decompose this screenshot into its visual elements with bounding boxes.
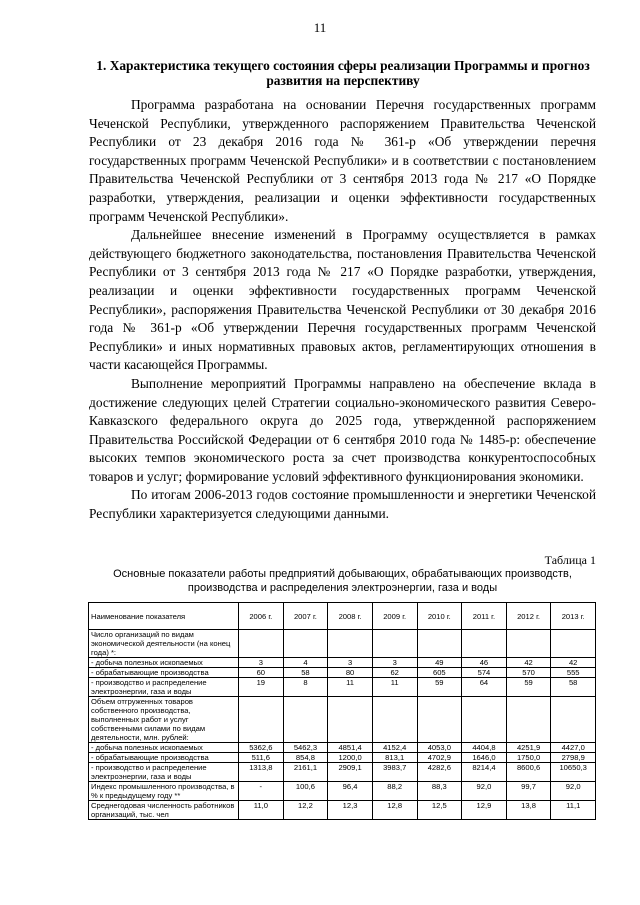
column-header: 2006 г.: [239, 603, 284, 630]
value-cell: [283, 697, 328, 743]
value-cell: [283, 630, 328, 658]
indicators-table: [88, 602, 596, 820]
value-cell: 62: [372, 668, 417, 678]
column-header: 2012 г.: [506, 603, 551, 630]
value-cell: 64: [462, 678, 507, 697]
value-cell: 574: [462, 668, 507, 678]
value-cell: 12,5: [417, 801, 462, 820]
column-header: 2010 г.: [417, 603, 462, 630]
table-body: [89, 630, 596, 820]
page-number: 11: [313, 20, 327, 35]
table-row: [89, 801, 596, 820]
value-cell: [506, 630, 551, 658]
indicator-name-cell: - добыча полезных ископаемых: [89, 658, 239, 668]
value-cell: 12,9: [462, 801, 507, 820]
value-cell: 1200,0: [328, 753, 373, 763]
table-row: [89, 763, 596, 782]
indicator-name-cell: Число организаций по видам экономической деятельности (на конец года) *:: [89, 630, 239, 658]
indicator-name-cell: Среднегодовая численность работников организаций, тыс. чел: [89, 801, 239, 820]
value-cell: [417, 697, 462, 743]
value-cell: 570: [506, 668, 551, 678]
value-cell: [551, 630, 596, 658]
value-cell: 8600,6: [506, 763, 551, 782]
indicator-name-cell: - обрабатывающие производства: [89, 753, 239, 763]
value-cell: 3: [372, 658, 417, 668]
value-cell: 4404,8: [462, 743, 507, 753]
indicator-name-cell: - обрабатывающие производства: [89, 668, 239, 678]
value-cell: 11,0: [239, 801, 284, 820]
table-row: [89, 697, 596, 743]
column-header: 2011 г.: [462, 603, 507, 630]
paragraph: Выполнение мероприятий Программы направлено на обеспечение вклада в достижение следующих целей Стратегии социально-экономического развития Северо-Кавказского федерального округа до 2025 года, утвержденной распоряжением Правительства Российской Федерации от 6 сентября 2010 года № 1485-р: обеспечение высоких темпов экономического роста за счет производства конкурентоспособных товаров и услуг; формирование условий эффективного функционирования экономики.: [89, 375, 596, 484]
indicator-name-cell: Объем отгруженных товаров собственного производства, выполненных работ и услуг собственными силами по видам деятельности, млн. рублей:: [89, 697, 239, 743]
value-cell: 3: [239, 658, 284, 668]
value-cell: 88,2: [372, 782, 417, 801]
value-cell: [239, 630, 284, 658]
value-cell: [506, 697, 551, 743]
value-cell: 2161,1: [283, 763, 328, 782]
value-cell: 42: [551, 658, 596, 668]
value-cell: 99,7: [506, 782, 551, 801]
column-header: 2007 г.: [283, 603, 328, 630]
value-cell: [462, 697, 507, 743]
table-row: [89, 782, 596, 801]
table-row: [89, 743, 596, 753]
indicator-name-cell: - добыча полезных ископаемых: [89, 743, 239, 753]
value-cell: 813,1: [372, 753, 417, 763]
value-cell: 12,2: [283, 801, 328, 820]
table-row: [89, 678, 596, 697]
value-cell: 58: [283, 668, 328, 678]
value-cell: 8: [283, 678, 328, 697]
paragraph: Программа разработана на основании Перечня государственных программ Чеченской Республики, утвержденного распоряжением Правительства Чеченской Республики от 23 декабря 2016 года № 361-р «Об утверждении перечня государственных программ Чеченской Республики» и в соответствии с постановлением Правительства Чеченской Республики от 3 сентября 2013 года № 217 «О Порядке разработки, утверждения, реализации и оценки эффективности государственных программ Чеченской Республики».: [89, 97, 596, 224]
value-cell: 854,8: [283, 753, 328, 763]
value-cell: [417, 630, 462, 658]
value-cell: 19: [239, 678, 284, 697]
value-cell: 605: [417, 668, 462, 678]
column-header: 2013 г.: [551, 603, 596, 630]
value-cell: 3983,7: [372, 763, 417, 782]
value-cell: 92,0: [462, 782, 507, 801]
value-cell: 80: [328, 668, 373, 678]
value-cell: 4282,6: [417, 763, 462, 782]
value-cell: 59: [506, 678, 551, 697]
value-cell: 92,0: [551, 782, 596, 801]
value-cell: 12,3: [328, 801, 373, 820]
table-header-row: [89, 603, 596, 630]
table-label: Таблица 1: [544, 553, 596, 567]
value-cell: 59: [417, 678, 462, 697]
value-cell: 60: [239, 668, 284, 678]
value-cell: 88,3: [417, 782, 462, 801]
column-header: Наименование показателя: [89, 603, 239, 630]
value-cell: 1646,0: [462, 753, 507, 763]
indicator-name-cell: - производство и распределение электроэнергии, газа и воды: [89, 763, 239, 782]
value-cell: 10650,3: [551, 763, 596, 782]
value-cell: [372, 697, 417, 743]
value-cell: [462, 630, 507, 658]
value-cell: [239, 697, 284, 743]
value-cell: 4251,9: [506, 743, 551, 753]
value-cell: 8214,4: [462, 763, 507, 782]
value-cell: 4851,4: [328, 743, 373, 753]
table-row: [89, 658, 596, 668]
table-row: [89, 753, 596, 763]
value-cell: 4427,0: [551, 743, 596, 753]
value-cell: 5362,6: [239, 743, 284, 753]
value-cell: [328, 697, 373, 743]
column-header: 2009 г.: [372, 603, 417, 630]
table-caption: Основные показатели работы предприятий добывающих, обрабатывающих производств, производства и распределения электроэнергии, газа и воды: [113, 568, 572, 594]
value-cell: 4702,9: [417, 753, 462, 763]
paragraph: Дальнейшее внесение изменений в Программу осуществляется в рамках действующего бюджетного законодательства, постановления Правительства Чеченской Республики от 3 сентября 2013 года № 217 «О Порядке разработки, утверждения, реализации и оценки эффективности государственных программ Чеченской Республики», распоряжения Правительства Чеченской Республики от 30 декабря 2016 года № 361-р «Об утверждении Перечня государственных программ Чеченской Республики» и иных нормативных правовых актов, регламентирующих отношения в части касающейся Программы.: [89, 227, 596, 373]
value-cell: 11: [372, 678, 417, 697]
value-cell: [328, 630, 373, 658]
paragraph: По итогам 2006-2013 годов состояние промышленности и энергетики Чеченской Республики характеризуется следующими данными.: [89, 487, 596, 522]
value-cell: 11: [328, 678, 373, 697]
value-cell: 511,6: [239, 753, 284, 763]
value-cell: 12,8: [372, 801, 417, 820]
value-cell: 100,6: [283, 782, 328, 801]
value-cell: [551, 697, 596, 743]
value-cell: 58: [551, 678, 596, 697]
value-cell: 5462,3: [283, 743, 328, 753]
value-cell: [372, 630, 417, 658]
value-cell: 13,8: [506, 801, 551, 820]
value-cell: 1313,8: [239, 763, 284, 782]
value-cell: 96,4: [328, 782, 373, 801]
value-cell: 1750,0: [506, 753, 551, 763]
body-text: [89, 96, 596, 524]
value-cell: 3: [328, 658, 373, 668]
indicator-name-cell: - производство и распределение электроэнергии, газа и воды: [89, 678, 239, 697]
value-cell: 2798,9: [551, 753, 596, 763]
value-cell: 42: [506, 658, 551, 668]
value-cell: -: [239, 782, 284, 801]
value-cell: 49: [417, 658, 462, 668]
section-heading: 1. Характеристика текущего состояния сферы реализации Программы и прогноз развития на перспективу: [96, 58, 590, 88]
value-cell: 4053,0: [417, 743, 462, 753]
value-cell: 555: [551, 668, 596, 678]
value-cell: 2909,1: [328, 763, 373, 782]
value-cell: 11,1: [551, 801, 596, 820]
table-row: [89, 668, 596, 678]
indicator-name-cell: Индекс промышленного производства, в % к предыдущему году **: [89, 782, 239, 801]
value-cell: 4: [283, 658, 328, 668]
table-row: [89, 630, 596, 658]
value-cell: 4152,4: [372, 743, 417, 753]
value-cell: 46: [462, 658, 507, 668]
column-header: 2008 г.: [328, 603, 373, 630]
